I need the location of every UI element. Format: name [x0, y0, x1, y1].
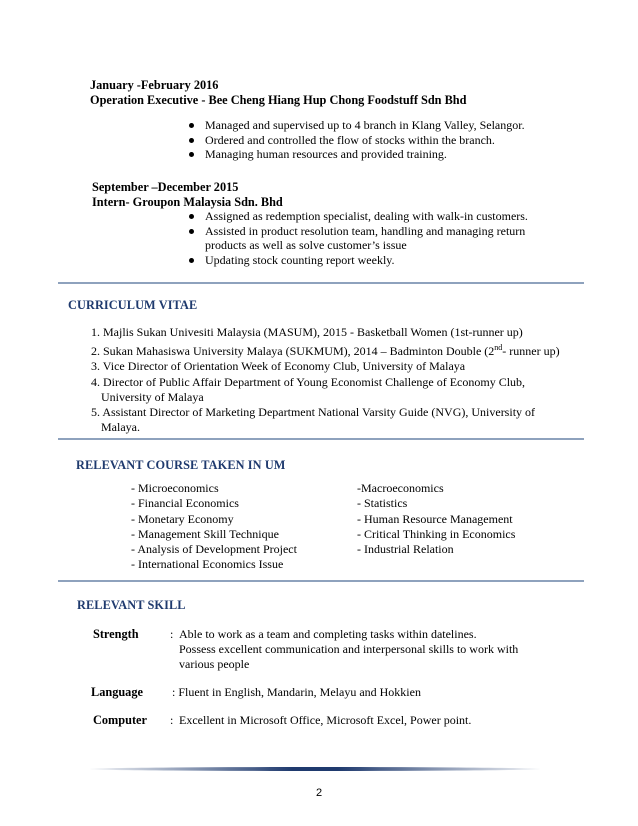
strength-line-2: Possess excellent communication and interpersonal skills to work with various people	[179, 642, 519, 671]
computer-label: Computer	[93, 713, 147, 727]
strength-colon: :	[170, 627, 174, 641]
computer-text: Excellent in Microsoft Office, Microsoft Excel, Power point.	[179, 713, 472, 727]
skills-heading: RELEVANT SKILL	[77, 598, 186, 612]
courses-heading: RELEVANT COURSE TAKEN IN UM	[76, 458, 286, 472]
courses-right-column	[357, 481, 515, 557]
list-item: - Management Skill Technique	[131, 526, 279, 541]
job-2-bullets	[187, 209, 557, 267]
job-2-title: Intern- Groupon Malaysia Sdn. Bhd	[92, 195, 283, 209]
cv-item-2-tail: - runner up)	[502, 344, 560, 359]
job-1-title: Operation Executive - Bee Cheng Hiang Hup Chong Foodstuff Sdn Bhd	[90, 93, 467, 107]
list-item: Ordered and controlled the flow of stocks within the branch.	[187, 133, 567, 148]
list-item	[91, 340, 561, 359]
job-1-date: January -February 2016	[90, 78, 219, 92]
section-divider	[58, 282, 584, 284]
list-item: Managed and supervised up to 4 branch in Klang Valley, Selangor.	[187, 118, 567, 133]
list-item: Managing human resources and provided training.	[187, 147, 567, 162]
list-item: 1. Majlis Sukan Univesiti Malaysia (MASUM), 2015 - Basketball Women (1st-runner up)	[91, 325, 523, 339]
list-item: - International Economics Issue	[131, 557, 284, 572]
list-item: -Macroeconomics	[357, 481, 444, 495]
list-item: - Industrial Relation	[357, 542, 454, 557]
cv-list	[91, 325, 561, 435]
list-item: Assigned as redemption specialist, dealing with walk-in customers.	[187, 209, 557, 224]
cv-item-2-sup: nd	[494, 343, 503, 353]
list-item: - Financial Economics	[131, 496, 239, 511]
list-item: 4. Director of Public Affair Department of Young Economist Challenge of Economy Club, University of Malaya	[91, 374, 526, 404]
list-item: - Human Resource Management	[357, 511, 513, 526]
list-item: - Statistics	[357, 496, 408, 511]
computer-colon: :	[170, 713, 174, 727]
list-item: Updating stock counting report weekly.	[187, 253, 557, 268]
job-1-bullets	[187, 118, 567, 162]
cv-heading: CURRICULUM VITAE	[68, 298, 198, 312]
list-item: 5. Assistant Director of Marketing Department National Varsity Guide (NVG), University of Malaya.	[91, 405, 536, 435]
strength-text	[179, 627, 549, 672]
language-text: : Fluent in English, Mandarin, Melayu and Hokkien	[172, 685, 421, 699]
list-item: - Microeconomics	[131, 481, 219, 495]
section-divider	[58, 580, 584, 582]
list-item: - Monetary Economy	[131, 511, 234, 526]
page-number: 2	[316, 787, 323, 799]
language-label: Language	[91, 685, 143, 699]
list-item: - Analysis of Development Project	[131, 542, 297, 557]
strength-label: Strength	[93, 627, 139, 641]
strength-line-1: Able to work as a team and completing tasks within datelines.	[179, 627, 477, 641]
section-divider	[58, 438, 584, 440]
job-2-date: September –December 2015	[92, 180, 239, 194]
list-item: 3. Vice Director of Orientation Week of Economy Club, University of Malaya	[91, 359, 466, 374]
list-item: - Critical Thinking in Economics	[357, 526, 516, 541]
courses-left-column	[131, 481, 297, 573]
list-item: Assisted in product resolution team, handling and managing return products as well as solve customer’s issue	[187, 224, 557, 253]
cv-item-2-text: 2. Sukan Mahasiswa University Malaya (SUKMUM), 2014 – Badminton Double (2	[91, 344, 495, 359]
footer-divider	[90, 767, 540, 771]
